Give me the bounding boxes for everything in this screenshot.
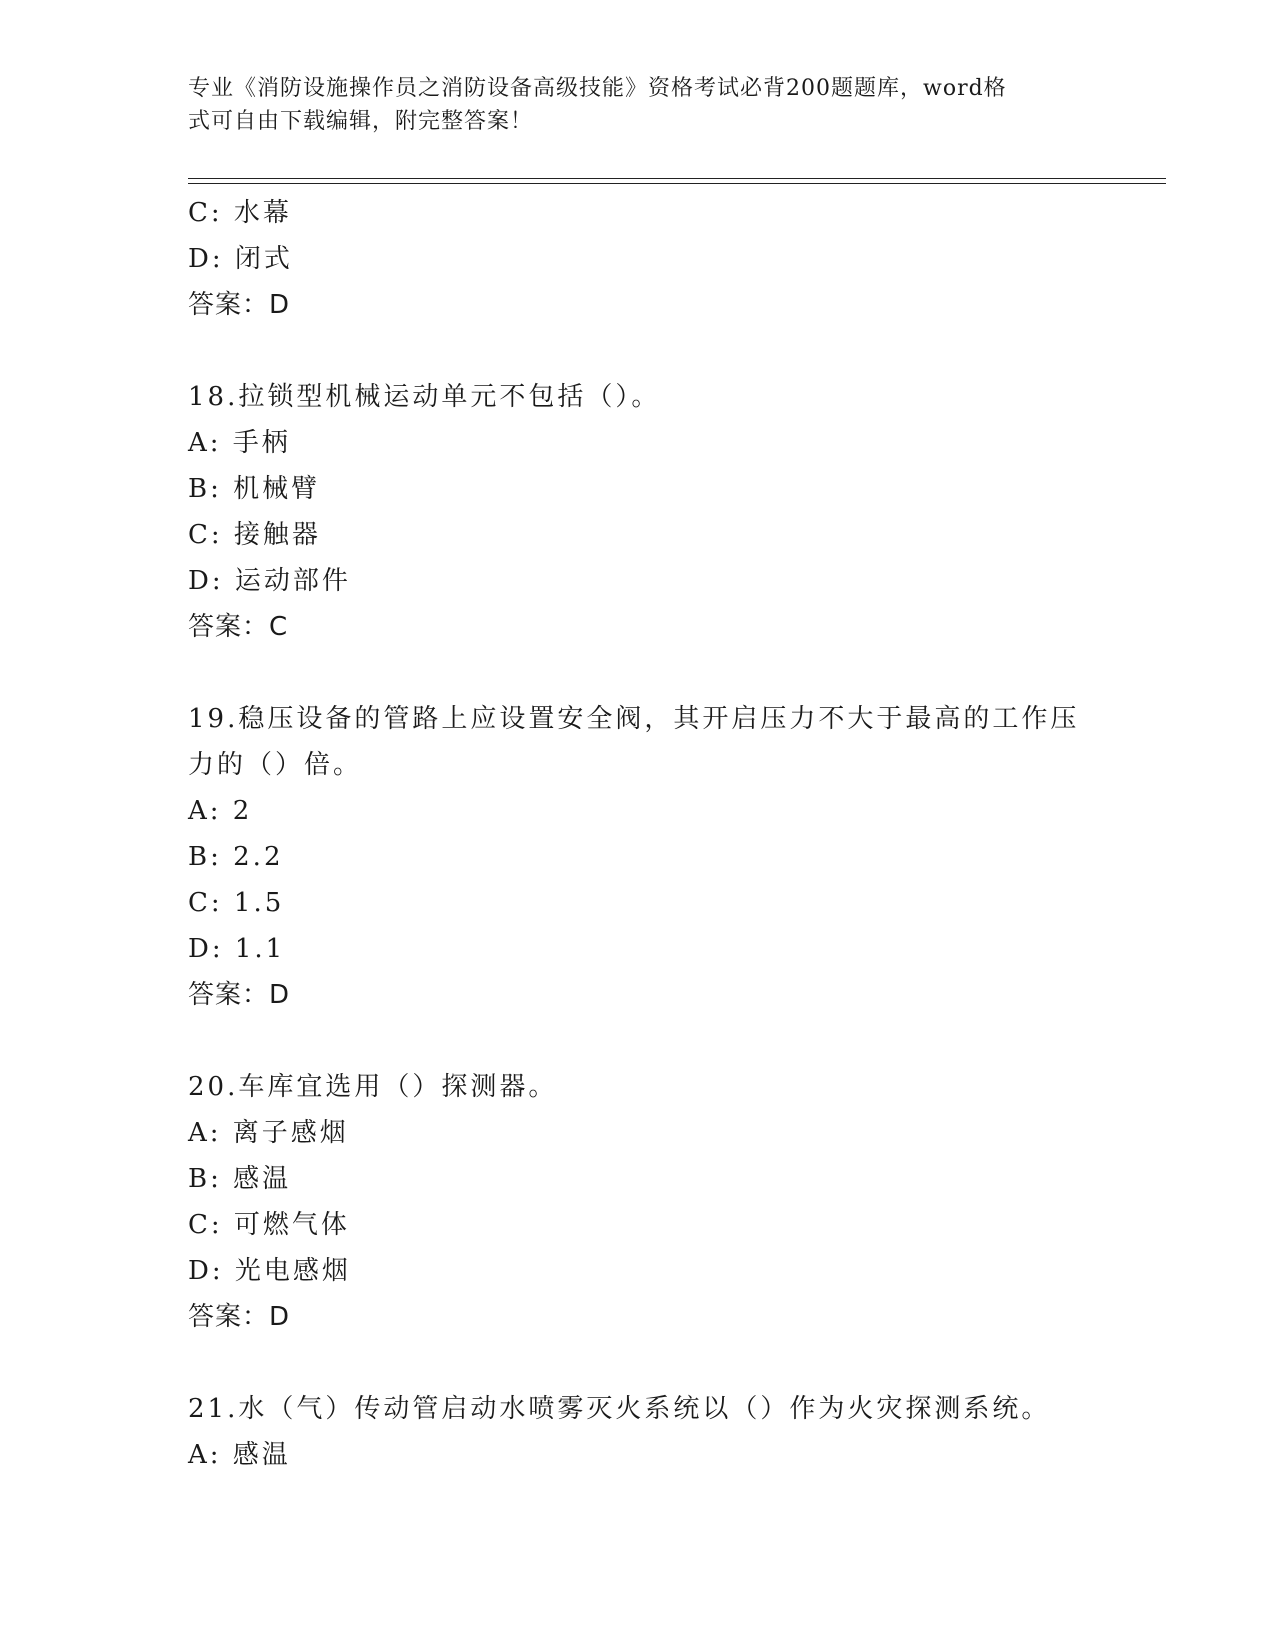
spacer [188,1018,1088,1064]
option-b: B: 机械臂 [188,474,321,504]
option-b: B: 感温 [188,1164,292,1194]
answer: 答案：D [188,980,291,1010]
option-c: C: 可燃气体 [188,1210,350,1240]
option-a: A: 感温 [188,1440,291,1470]
question-stem-line-2: 力的（）倍。 [188,750,363,780]
question-18 [188,374,1088,650]
question-stem-line-1: 19.稳压设备的管路上应设置安全阀，其开启压力不大于最高的工作压 [188,704,1080,734]
question-21 [188,1386,1088,1478]
answer: 答案：D [188,1302,291,1332]
question-19 [188,696,1088,1018]
answer: 答案：D [188,290,291,320]
question-stem: 21.水（气）传动管启动水喷雾灭火系统以（）作为火灾探测系统。 [188,1394,1051,1424]
spacer [188,328,1088,374]
header-divider-top [188,178,1166,179]
option-d: D: 闭式 [188,244,293,274]
question-list [188,190,1088,1478]
spacer [188,1340,1088,1386]
question-20 [188,1064,1088,1340]
option-d: D: 运动部件 [188,566,351,596]
header-line-2: 式可自由下载编辑，附完整答案！ [188,109,534,134]
option-b: B: 2.2 [188,842,284,872]
option-d: D: 光电感烟 [188,1256,351,1286]
header-line-1: 专业《消防设施操作员之消防设备高级技能》资格考试必背200题题库，word格 [188,76,1007,101]
option-c: C: 接触器 [188,520,321,550]
option-c: C: 水幕 [188,198,292,228]
question-17-tail [188,190,1088,328]
header-divider-bottom [188,183,1166,184]
option-a: A: 离子感烟 [188,1118,349,1148]
question-stem: 18.拉锁型机械运动单元不包括（）。 [188,382,661,412]
spacer [188,650,1088,696]
option-c: C: 1.5 [188,888,285,918]
option-d: D: 1.1 [188,934,286,964]
answer: 答案：C [188,612,289,642]
option-a: A: 2 [188,796,253,826]
option-a: A: 手柄 [188,428,291,458]
question-stem: 20.车库宜选用（）探测器。 [188,1072,558,1102]
document-header [188,72,1068,138]
